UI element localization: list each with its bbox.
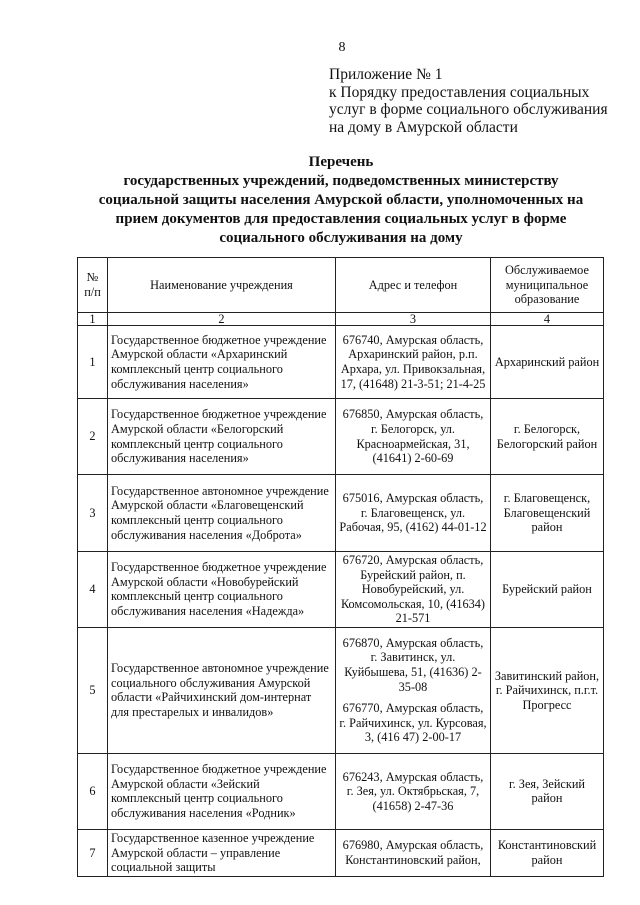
institution-name: Государственное автономное учреждение Амурской области «Благовещенский комплексный центр социального обслуживания населения «Доброта»: [108, 475, 336, 552]
appendix-line-1: Приложение № 1: [329, 66, 443, 83]
appendix-header: [329, 66, 629, 136]
header-name: Наименование учреждения: [108, 258, 336, 313]
address-text: 676720, Амурская область, Бурейский район, п. Новобурейский, ул. Комсомольская, 10, (41634) 21-571: [340, 553, 486, 626]
table-row: [78, 552, 604, 628]
title-line-1: Перечень: [308, 154, 374, 170]
table-row: [78, 829, 604, 876]
header-area: Обслуживаемое муниципальное образование: [491, 258, 604, 313]
served-area: Бурейский район: [491, 552, 604, 628]
page-number: 8: [338, 40, 346, 55]
column-number: 3: [336, 313, 491, 326]
institution-address: [336, 552, 491, 628]
row-number: 5: [78, 627, 108, 753]
institution-name: Государственное бюджетное учреждение Амурской области «Белогорский комплексный центр социального обслуживания населения»: [108, 399, 336, 475]
table-row: [78, 326, 604, 399]
address-text: 676870, Амурская область, г. Завитинск, ул. Куйбышева, 51, (41636) 2-35-08: [342, 635, 484, 694]
column-number: 4: [491, 313, 604, 326]
row-number: 6: [78, 753, 108, 829]
title-line-5: социального обслуживания на дому: [219, 230, 463, 246]
institution-address: [336, 475, 491, 552]
served-area: Завитинский район, г. Райчихинск, п.г.т. Прогресс: [491, 627, 604, 753]
institution-address: [336, 326, 491, 399]
column-number: 1: [78, 313, 108, 326]
served-area: г. Белогорск, Белогорский район: [491, 399, 604, 475]
title-line-4: прием документов для предоставления социальных услуг в форме: [115, 211, 567, 227]
header-number: № п/п: [78, 258, 108, 313]
document-title: [80, 153, 602, 248]
institution-name: Государственное бюджетное учреждение Амурской области «Архаринский комплексный центр социального обслуживания населения»: [108, 326, 336, 399]
institution-name: Государственное бюджетное учреждение Амурской области «Новобурейский комплексный центр социального обслуживания населения «Надежда»: [108, 552, 336, 628]
table-row: [78, 753, 604, 829]
table-row: [78, 399, 604, 475]
institutions-table: [77, 257, 604, 877]
column-number-row: [78, 313, 604, 326]
institution-name: Государственное автономное учреждение социального обслуживания Амурской области «Райчихинский дом-интернат для престарелых и инвалидов»: [108, 627, 336, 753]
row-number: 2: [78, 399, 108, 475]
row-number: 7: [78, 829, 108, 876]
address-text: 676243, Амурская область, г. Зея, ул. Октябрьская, 7, (41658) 2-47-36: [342, 769, 484, 813]
column-number: 2: [108, 313, 336, 326]
header-address: Адрес и телефон: [336, 258, 491, 313]
row-number: 4: [78, 552, 108, 628]
institution-address: [336, 753, 491, 829]
address-text-secondary: 676770, Амурская область, г. Райчихинск, ул. Курсовая, 3, (416 47) 2-00-17: [339, 701, 487, 745]
address-text: 676850, Амурская область, г. Белогорск, ул. Красноармейская, 31, (41641) 2-60-69: [342, 407, 484, 466]
row-number: 3: [78, 475, 108, 552]
address-text: 676980, Амурская область, Константиновский район,: [342, 838, 484, 867]
appendix-line-3: услуг в форме социального обслуживания: [329, 101, 608, 118]
institution-address: [336, 829, 491, 876]
institution-address: [336, 399, 491, 475]
appendix-line-2: к Порядку предоставления социальных: [329, 83, 590, 101]
row-number: 1: [78, 326, 108, 399]
table-row: [78, 475, 604, 552]
served-area: г. Зея, Зейский район: [491, 753, 604, 829]
appendix-line-4: на дому в Амурской области: [329, 118, 518, 136]
address-text: 676740, Амурская область, Архаринский район, р.п. Архара, ул. Привокзальная, 17, (41648) 21-3-51; 21-4-25: [340, 332, 486, 391]
served-area: г. Благовещенск, Благовещенский район: [491, 475, 604, 552]
institution-name: Государственное казенное учреждение Амурской области – управление социальной защиты: [108, 829, 336, 876]
institution-name: Государственное бюджетное учреждение Амурской области «Зейский комплексный центр социального обслуживания населения «Родник»: [108, 753, 336, 829]
address-text: 675016, Амурская область, г. Благовещенск, ул. Рабочая, 95, (4162) 44-01-12: [339, 491, 487, 535]
table-header-row: [78, 258, 604, 313]
title-line-3: социальной защиты населения Амурской области, уполномоченных на: [98, 192, 584, 208]
title-line-2: государственных учреждений, подведомственных министерству: [123, 173, 559, 189]
table-row: [78, 627, 604, 753]
institution-address: [336, 627, 491, 753]
served-area: Константиновский район: [491, 829, 604, 876]
served-area: Архаринский район: [491, 326, 604, 399]
